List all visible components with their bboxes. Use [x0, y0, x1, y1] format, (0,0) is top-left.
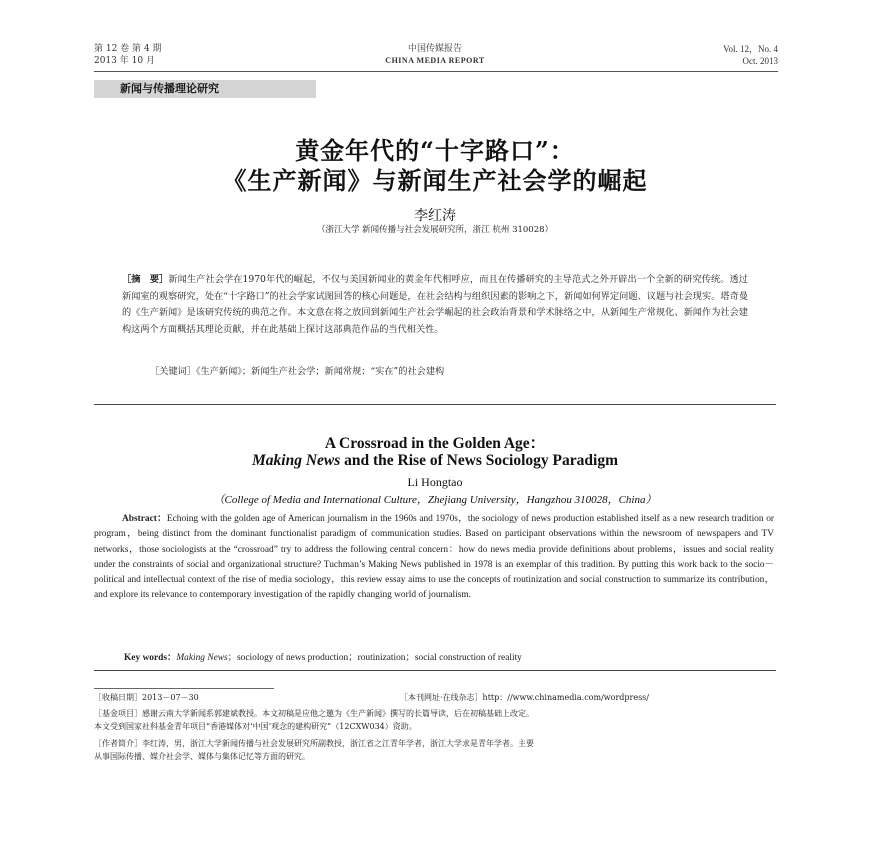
en-title-italic: Making News — [252, 452, 341, 469]
zh-keywords-text: 《生产新闻》；新闻生产社会学；新闻常规；“实在”的社会建构 — [195, 366, 445, 377]
date-zh: 2013 年 10 月 — [94, 56, 155, 66]
en-title-line1: A Crossroad in the Golden Age： — [324, 435, 546, 452]
author-note-line1: ［作者简介］李红涛，男，浙江大学新闻传播与社会发展研究所副教授，浙江省之江青年学者，浙江大学求是青年学者。主要 — [94, 739, 534, 748]
footnote-rule — [94, 688, 274, 689]
en-keywords-rest: ；sociology of news production；routinization；social construction of reality — [227, 653, 522, 663]
section-band — [94, 80, 316, 98]
section-label: 新闻与传播理论研究 — [120, 82, 219, 95]
en-keywords — [124, 649, 774, 663]
zh-abstract-text: 新闻生产社会学在1970年代的崛起，不仅与美国新闻业的黄金年代相呼应，而且在传播研究的主导范式之外开辟出一个全新的研究传统。透过新闻室的观察研究，处在“十字路口”的社会学家试图回答的核心问题是，在社会结构与组织因素的影响之下，新闻如何界定问题、议题与社会现实。塔奇曼的《生产新闻》是该研究传统的典范之作。本文意在将之放回到新闻生产社会学崛起的社会政治背景和学术脉络之中，从新闻生产常规化、新闻作为社会建构这两个方面概括其理论贡献，并在此基础上探讨这部典范作品的当代相关性。 — [122, 274, 748, 335]
en-keywords-italic: Making News — [176, 653, 228, 663]
zh-title-line2: 《生产新闻》与新闻生产社会学的崛起 — [222, 166, 648, 195]
en-title-rest: and the Rise of News Sociology Paradigm — [340, 452, 618, 469]
en-abstract — [94, 512, 774, 604]
footnote-received-row — [94, 692, 774, 703]
zh-affiliation: （浙江大学 新闻传播与社会发展研究所，浙江 杭州 310028） — [316, 225, 554, 235]
volume-en: Vol. 12，No. 4 — [723, 44, 778, 54]
en-author: Li Hongtao — [407, 475, 463, 489]
journal-zh: 中国传媒报告 — [407, 44, 462, 54]
volume-zh: 第 12 卷 第 4 期 — [94, 44, 162, 54]
zh-title-line1: 黄金年代的“十字路口”： — [295, 136, 575, 165]
zh-abstract-label: ［摘 要］ — [122, 274, 169, 285]
zh-keywords-label: ［关键词］ — [150, 366, 196, 377]
header-rule — [94, 71, 778, 72]
date-en: Oct. 2013 — [742, 56, 778, 66]
zh-author: 李红涛 — [414, 208, 456, 224]
fund-note-line2: 本文受到国家社科基金青年项目“香港媒体对‘中国’观念的建构研究”（12CXW034）资助。 — [94, 722, 417, 731]
en-title-line2 — [0, 452, 870, 470]
zh-abstract — [122, 272, 748, 338]
received-date: ［收稿日期］2013－07－30 — [94, 693, 199, 702]
fund-note-line1: ［基金项目］感谢云南大学新闻系郭建斌教授。本文初稿是应他之邀为《生产新闻》撰写的长篇导读，后在初稿基础上改定。 — [94, 709, 534, 718]
online-url[interactable]: ［本刊网址·在线杂志］http：//www.chinamedia.com/wordpress/ — [400, 693, 649, 702]
en-affiliation: （College of Media and International Culture，Zhejiang University，Hangzhou 310028，China） — [213, 494, 657, 506]
en-keywords-label: Key words： — [124, 653, 177, 663]
middle-rule — [94, 404, 776, 405]
en-abstract-label: Abstract： — [122, 514, 167, 524]
journal-en: CHINA MEDIA REPORT — [385, 56, 485, 65]
bottom-rule — [94, 670, 776, 671]
zh-keywords — [150, 363, 750, 377]
author-note-line2: 从事国际传播、媒介社会学、媒体与集体记忆等方面的研究。 — [94, 752, 310, 761]
volume-issue-en — [723, 43, 778, 67]
en-abstract-text: Echoing with the golden age of American journalism in the 1960s and 1970s，the sociology of news production established itself as a new research tradition or program，being distinct from the dominant functionalist paradigm of communication studies. Based on participant observations within the newsroom of newspapers and TV networks，those sociologists at the “crossroad” try to address the following central concern：how do news media provide definitions about problems，issues and social reality under the constraints of social and organizational structure? Tuchman’s Making News published in 1978 is an exemplar of this tradition. By putting this work back to the socio－political and intellectual context of the rise of media sociology，this review essay aims to use the concepts of routinization and social construction to summarize its contribution，and explore its relevance to contemporary investigation of the rapidly changing world of journalism. — [94, 514, 775, 601]
